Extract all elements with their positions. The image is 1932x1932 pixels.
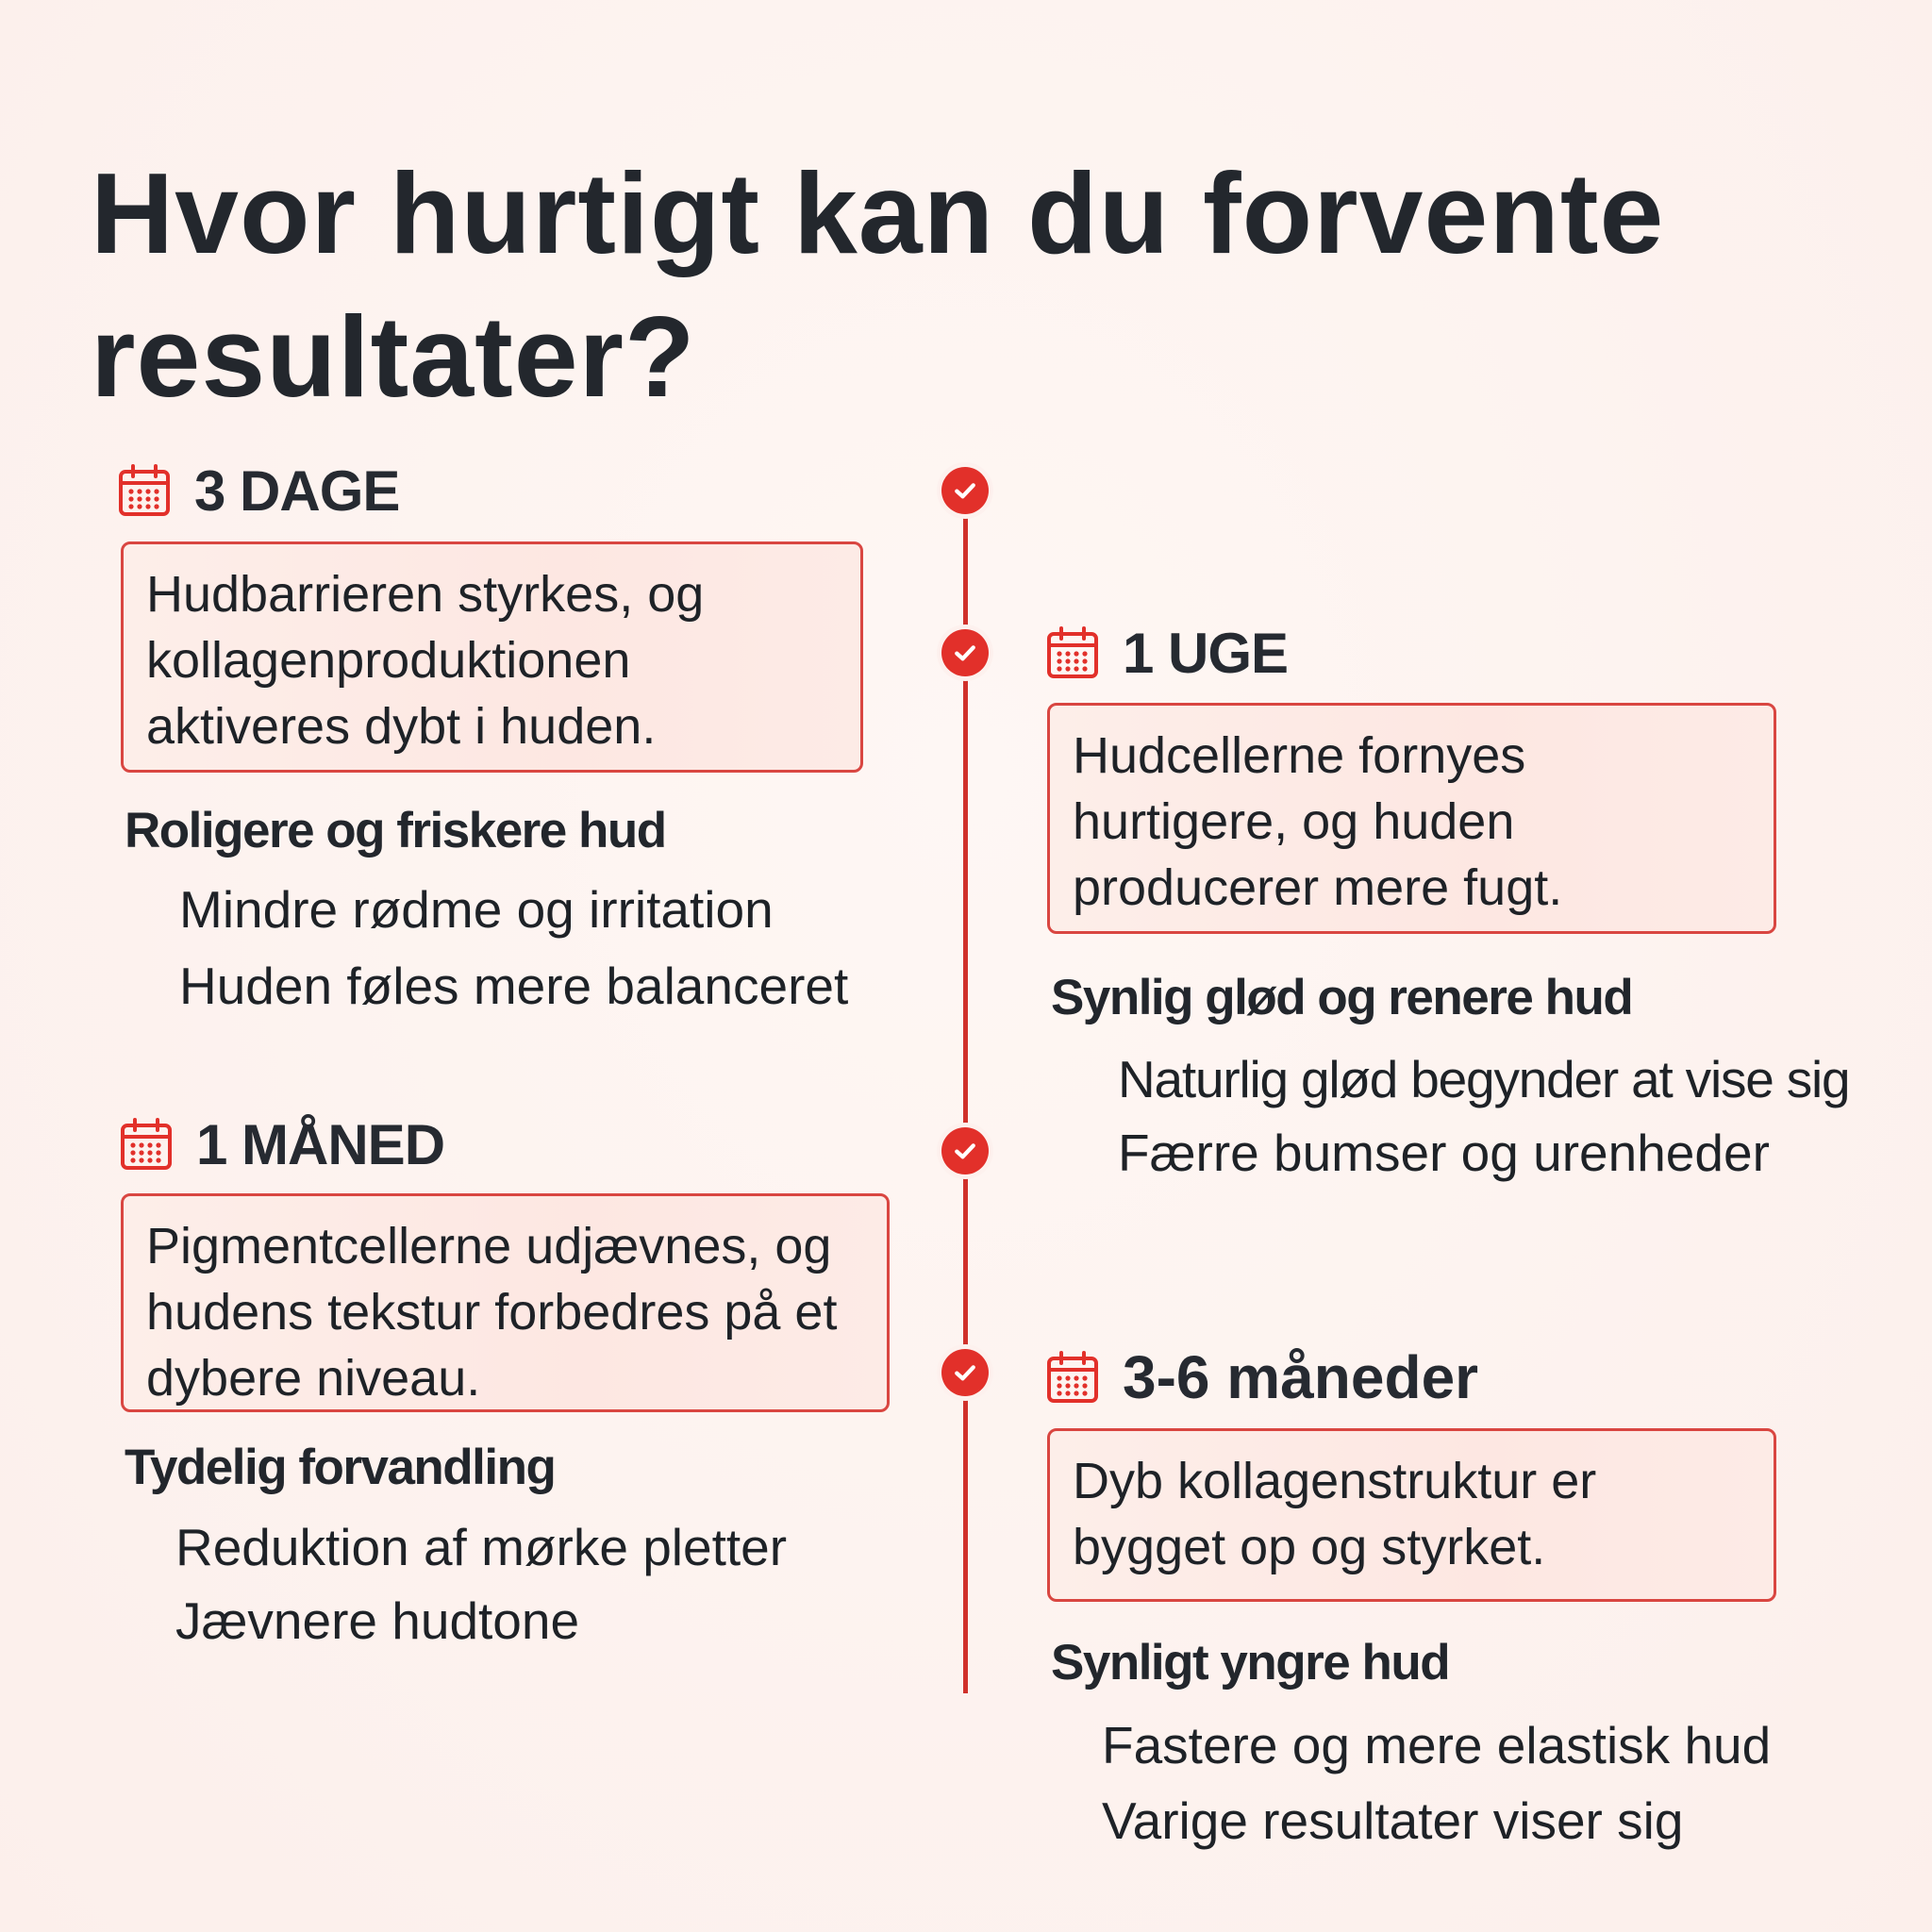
stage-description: Pigmentcellerne udjævnes, og hudens tekstur forbedres på et dybere niveau. — [146, 1218, 838, 1407]
result-title: Synligt yngre hud — [1051, 1635, 1450, 1690]
result-title: Synlig glød og renere hud — [1051, 970, 1633, 1025]
benefit-item: Reduktion af mørke pletter — [175, 1518, 788, 1576]
stage-description-box — [121, 541, 863, 773]
check-icon — [941, 1349, 989, 1396]
benefit-item: Varige resultater viser sig — [1102, 1791, 1684, 1850]
calendar-icon — [1045, 625, 1100, 680]
benefit-item: Huden føles mere balanceret — [179, 957, 849, 1015]
stage-description: Hudcellerne fornyes hurtigere, og huden producerer mere fugt. — [1073, 727, 1563, 916]
stage-description-box — [121, 1193, 890, 1412]
stage-description-box — [1047, 1428, 1776, 1602]
stage-3-6-maaneder-heading — [1045, 1340, 1478, 1415]
benefit-item: Færre bumser og urenheder — [1118, 1124, 1770, 1182]
stage-1-uge-heading — [1045, 615, 1288, 691]
result-title: Roligere og friskere hud — [125, 803, 666, 858]
stage-3-dage-heading — [117, 453, 399, 528]
stage-description: Dyb kollagenstruktur er bygget op og styrket. — [1073, 1453, 1597, 1575]
benefit-item: Naturlig glød begynder at vise sig — [1118, 1050, 1850, 1108]
stage-1-maaned-heading — [119, 1107, 444, 1182]
page-title: Hvor hurtigt kan du forvente resultater? — [91, 149, 1665, 421]
calendar-icon — [1045, 1350, 1100, 1405]
check-icon — [941, 629, 989, 676]
stage-label: 1 UGE — [1123, 621, 1289, 685]
stage-description: Hudbarrieren styrkes, og kollagenproduktionen aktiveres dybt i huden. — [146, 566, 705, 755]
check-icon — [941, 1127, 989, 1174]
result-title: Tydelig forvandling — [125, 1440, 556, 1495]
stage-label: 3-6 måneder — [1123, 1343, 1479, 1411]
stage-description-box — [1047, 703, 1776, 934]
calendar-icon — [119, 1117, 174, 1172]
check-icon — [941, 467, 989, 514]
stage-label: 1 MÅNED — [196, 1112, 445, 1176]
benefit-item: Fastere og mere elastisk hud — [1102, 1716, 1772, 1774]
calendar-icon — [117, 463, 172, 518]
benefit-item: Jævnere hudtone — [175, 1591, 580, 1650]
stage-label: 3 DAGE — [194, 458, 400, 523]
benefit-item: Mindre rødme og irritation — [179, 880, 774, 939]
